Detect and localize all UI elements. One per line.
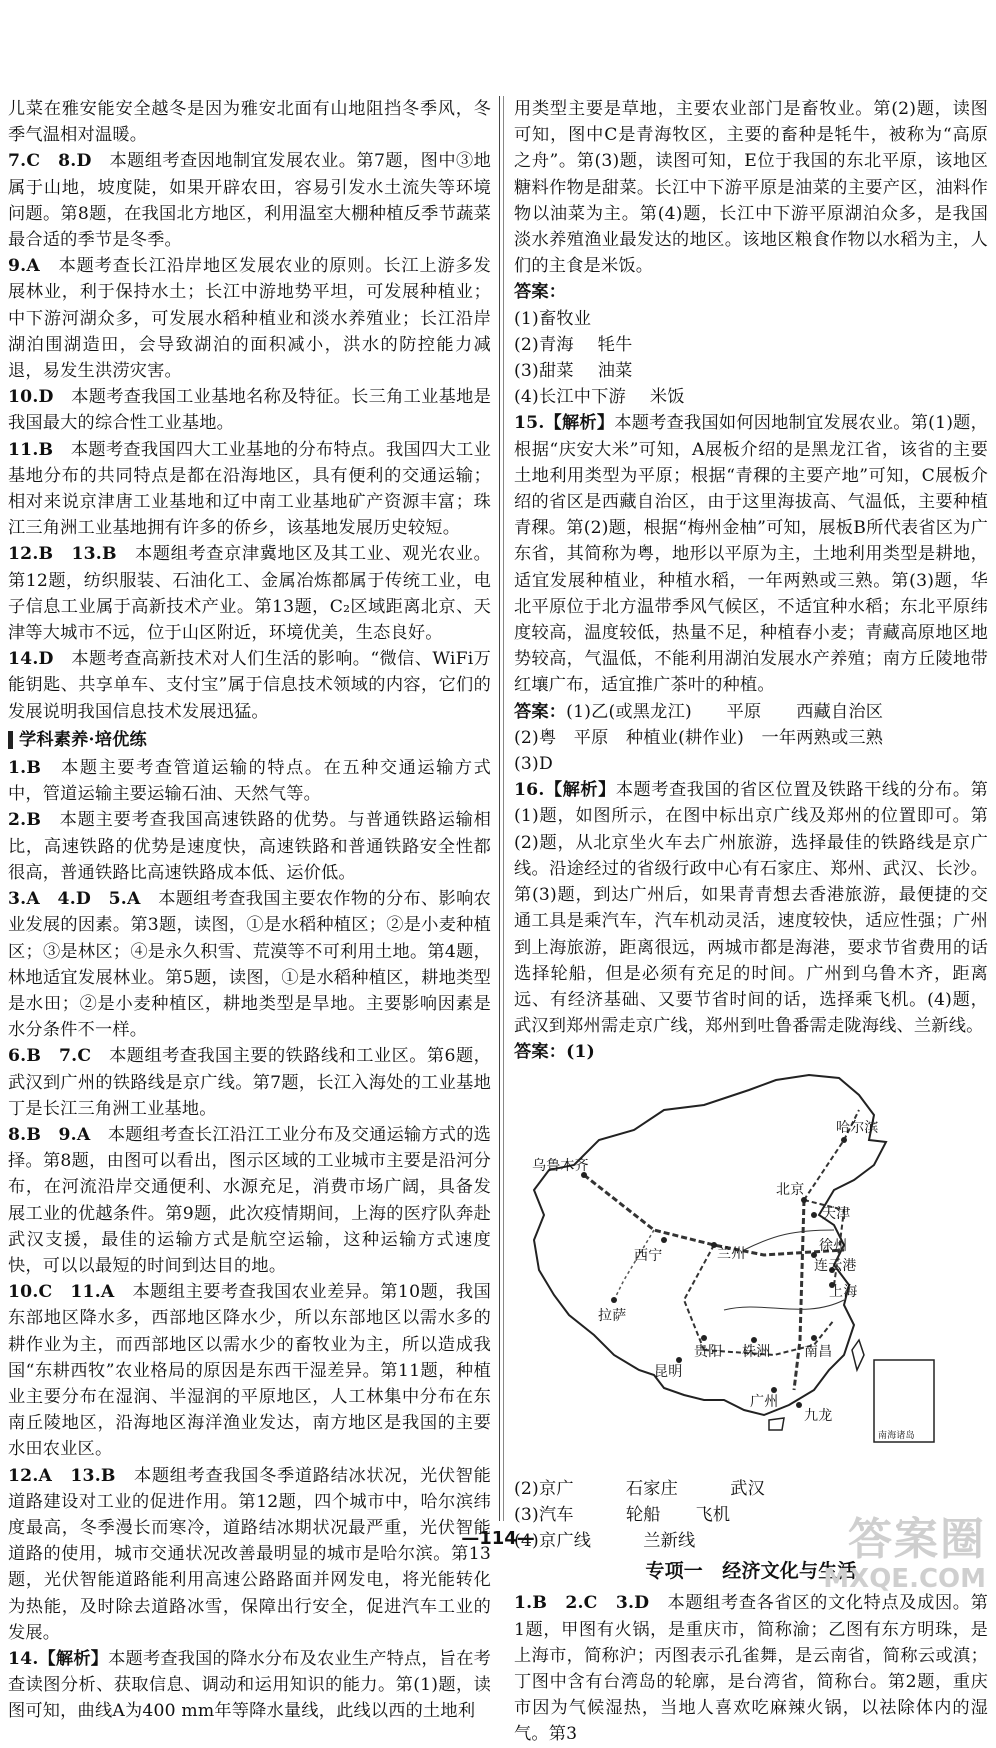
section-heading: 学科素养·培优练: [8, 727, 491, 753]
answer-block: 答案：(1)乙(或黑龙江) 平原 西藏自治区 (2)粤 平原 种植业(耕作业) 一年两熟或三熟 (3)D: [514, 701, 884, 775]
city-dot: [701, 1335, 707, 1341]
answer-item: 14.D 本题考查高新技术对人们生活的影响。“微信、WiFi万能钥匙、共享单车、支付宝”属于信息技术领域的内容，它们的发展说明我国信息技术发展迅猛。: [8, 649, 491, 722]
map-svg: [514, 1070, 988, 1470]
city-dot: [811, 1212, 817, 1218]
city-label: 广州: [750, 1393, 779, 1410]
railway-line: [614, 1230, 654, 1300]
city-dot: [611, 1297, 617, 1303]
answer-item: 9.A 本题考查长江沿岸地区发展农业的原则。长江上游多发展林业，利于保持水土；长江中游地势平坦，可发展种植业；中下游河湖众多，可发展水稻种植业和淡水养殖业；长江沿岸湖泊围湖造田，会导致湖泊的面积减小，洪水的防控能力减退，易发生洪涝灾害。: [8, 256, 491, 382]
answer-item: 11.B 本题考查我国四大工业基地的分布特点。我国四大工业基地分布的共同特点是都在沿海地区，具有便利的交通运输；相对来说京津唐工业基地和辽中南工业基地矿产资源丰富；珠江三角洲工业基地拥有许多的侨乡，该基地发展历史较短。: [8, 439, 491, 539]
column-divider: [503, 96, 504, 1521]
answer-label: 答案：: [514, 282, 567, 303]
answer-row: (4)长江中下游 米饭: [514, 387, 685, 408]
city-label: 哈尔滨: [836, 1119, 879, 1136]
city-dot: [771, 1387, 777, 1393]
answer-row: (2)青海 牦牛: [514, 334, 633, 355]
city-dot: [676, 1357, 682, 1363]
section-bar-icon: [8, 731, 13, 749]
answer-item: 6.B 7.C 本题组考查我国主要的铁路线和工业区。第6题，武汉到广州的铁路线是京广线。第7题，长江入海处的工业基地丁是长江三角洲工业基地。: [8, 1046, 491, 1119]
chapter-title: 专项一 经济文化与生活: [645, 1560, 857, 1583]
answer-item: 儿菜在雅安能安全越冬是因为雅安北面有山地阻挡冬季风，冬季气温相对温暖。: [8, 99, 491, 146]
city-label: 徐州: [819, 1237, 848, 1254]
left-column: [8, 96, 491, 1725]
city-label: 北京: [776, 1181, 805, 1198]
answer-row: (3)甜菜 油菜: [514, 361, 633, 382]
city-label: 昆明: [654, 1363, 683, 1380]
answer-item: 15.【解析】本题考查我国如何因地制宜发展农业。第(1)题，根据“庆安大米”可知，A展板介绍的是黑龙江省，该省的主要土地利用类型为平原；根据“青稞的主要产地”可知，C展板介绍的省区是西藏自治区，由于这里海拔高、气温低，主要种植青稞。第(2)题，根据“梅州金柚”可知，展板B所代表省区为广东省，其简称为粤，地形以平原为主，土地利用类型是耕地，适宜发展种植业，种植水稻，一年两熟或三熟。第(3)题，华北平原位于北方温带季风气候区，不适宜种水稻；东北平原纬度较高，温度较低，热量不足，种植春小麦；青藏高原地区地势较高，气温低，不能利用湖泊发展水产养殖；南方丘陵地带红壤广布，适宜推广茶叶的种植。: [514, 413, 988, 696]
hainan-island: [769, 1418, 784, 1430]
city-dot: [751, 1337, 757, 1343]
city-label: 连云港: [814, 1257, 857, 1274]
page-number: —114—: [461, 1528, 535, 1549]
column-divider: [499, 96, 500, 1521]
answer-item: 12.B 13.B 本题组考查京津冀地区及其工业、观光农业。第12题，纺织服装、石油化工、金属冶炼都属于传统工业，电子信息工业属于高新技术产业。第13题，C₂区域距离北京、天津等大城市不远，位于山区附近，环境优美，生态良好。: [8, 544, 491, 644]
answer-item: 8.B 9.A 本题组考查长江沿江工业分布及交通运输方式的选择。第8题，由图可以看出，图示区域的工业城市主要是沿河分布，在河流沿岸交通便利、水源充足，消费市场广阔，具备发展工业的优越条件。第9题，此次疫情期间，上海的医疗队奔赴武汉支援，最佳的运输方式是航空运输，这种运输方式速度快，可以以最短的时间到达目的地。: [8, 1124, 491, 1276]
answer-item: 10.C 11.A 本题组主要考查我国农业差异。第10题，我国东部地区降水多，西部地区降水少，所以东部地区以需水多的耕作业为主，而西部地区以需水少的畜牧业为主，所以造成我国“东耕西牧”农业格局的原因是东西干湿差异。第11题，种植业主要分布在湿润、半湿润的平原地区，人工林集中分布在东南丘陵地区，沿海地区海洋渔业发达，南方地区是我国的主要水田农业区。: [8, 1282, 491, 1460]
answer-block: [514, 279, 988, 410]
city-label: 上海: [829, 1283, 858, 1300]
city-label: 株洲: [742, 1343, 771, 1360]
right-column: [514, 96, 988, 1748]
city-label: 西宁: [634, 1247, 663, 1264]
river-path: [724, 1300, 844, 1310]
answer-item: 7.C 8.D 本题组考查因地制宜发展农业。第7题，图中③地属于山地，坡度陡，如果开辟农田，容易引发水土流失等环境问题。第8题，在我国北方地区，利用温室大棚种植反季节蔬菜最合适的季节是冬季。: [8, 151, 491, 251]
answer-item: 14.【解析】本题考查我国的降水分布及农业生产特点，旨在考查读图分析、获取信息、调动和运用知识的能力。第(1)题，读图可知，曲线A为400 mm年等降水量线，此线以西的土地利: [8, 1648, 491, 1722]
answer-item: 用类型主要是草地，主要农业部门是畜牧业。第(2)题，读图可知，图中C是青海牧区，主要的畜种是牦牛，被称为“高原之舟”。第(3)题，读图可知，E位于我国的东北平原，该地区糖料作物是甜菜。长江中下游平原是油菜的主要产区，油料作物以油菜为主。第(4)题，长江中下游平原湖泊众多，是我国淡水养殖渔业最发达的地区。该地区粮食作物以水稻为主，人们的主食是米饭。: [514, 99, 988, 277]
south-china-sea-inset: [874, 1360, 934, 1442]
city-dot: [661, 1237, 667, 1243]
answer-row: (1)畜牧业: [514, 308, 592, 329]
answer-block: (2)京广 石家庄 武汉 (3)汽车 轮船 飞机 (4)京广线 兰新线: [514, 1478, 766, 1551]
answer-item: 12.A 13.B 本题组考查我国冬季道路结冰状况，光伏智能道路建设对工业的促进作用。第12题，四个城市中，哈尔滨纬度最高，冬季漫长而寒冷，道路结冰期状况最严重，光伏智能道路的使用，城市交通状况改善最明显的城市是哈尔滨。第13题，光伏智能道路能利用高速公路路面并网发电，将光能转化为热能，及时除去道路冰雪，保障出行安全，促进汽车工业的发展。: [8, 1465, 492, 1643]
answer-item: 1.B 本题主要考查管道运输的特点。在五种交通运输方式中，管道运输主要运输石油、天然气等。: [8, 758, 491, 805]
city-dot: [796, 1402, 802, 1408]
answer-item: 1.B 2.C 3.D 本题组考查各省区的文化特点及成因。第1题，甲图有火锅，是重庆市，简称渝；乙图有东方明珠，是上海市，简称沪；丙图表示孔雀舞，是云南省，简称云或滇；丁图中含有台湾岛的轮廓，是台湾省，简称台。第2题，重庆市因为气候湿热，当地人喜欢吃麻辣火锅，以祛除体内的湿气。第3: [514, 1593, 988, 1745]
city-label: 兰州: [717, 1245, 746, 1262]
city-label: 九龙: [804, 1407, 833, 1424]
city-label: 南昌: [804, 1343, 833, 1360]
answer-item: 2.B 本题主要考查我国高速铁路的优势。与普通铁路运输相比，高速铁路的优势是速度快，高速铁路和普通铁路安全性都很高，普通铁路比高速铁路成本低、运价低。: [8, 810, 491, 883]
city-dot: [841, 1137, 847, 1143]
answer-label: 答案：(1): [514, 1042, 595, 1063]
answer-item: 3.A 4.D 5.A 本题组考查我国主要农作物的分布、影响农业发展的因素。第3题，读图，①是水稻种植区；②是小麦种植区；③是林区；④是永久积雪、荒漠等不可利用土地。第4题，林地适宜发展林业。第5题，读图，①是水稻种植区，耕地类型是水田；②是小麦种植区，耕地类型是旱地。主要影响因素是水分条件不一样。: [8, 889, 491, 1041]
city-dot: [811, 1335, 817, 1341]
city-label: 乌鲁木齐: [532, 1157, 589, 1174]
answer-item: 10.D 本题考查我国工业基地名称及特征。长三角工业基地是我国最大的综合性工业基地。: [8, 387, 491, 434]
china-railway-map: [514, 1070, 988, 1470]
railway-line: [794, 1200, 804, 1390]
railway-line: [684, 1245, 714, 1350]
watermark-logo: 答案圈 MXQE.COM: [823, 1514, 986, 1594]
taiwan-island: [852, 1340, 864, 1370]
city-label: 拉萨: [598, 1307, 627, 1324]
city-label: 天津: [822, 1205, 851, 1222]
answer-item: 16.【解析】本题考查我国的省区位置及铁路干线的分布。第(1)题，如图所示，在图中标出京广线及郑州的位置即可。第(2)题，从北京坐火车去广州旅游，选择最佳的铁路线是京广线。沿途经过的省级行政中心有石家庄、郑州、武汉、长沙。第(3)题，到达广州后，如果青青想去香港旅游，最便捷的交通工具是乘汽车，汽车机动灵活，速度较快，适应性强；广州到上海旅游，距离很远，两城市都是海港，要求节省费用的话选择轮船，但是必须有充足的时间。广州到乌鲁木齐，距离远、有经济基础、又要节省时间的话，选择乘飞机。(4)题，武汉到郑州需走京广线，郑州到吐鲁番需走陇海线、兰新线。: [514, 780, 988, 1037]
city-label: 贵阳: [694, 1343, 723, 1360]
inset-label: 南海诸岛: [878, 1430, 915, 1441]
